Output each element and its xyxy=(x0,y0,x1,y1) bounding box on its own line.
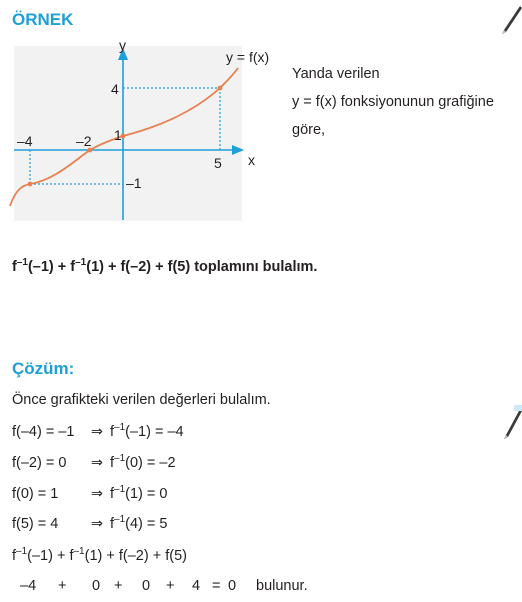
tick-label-xneg4: –4 xyxy=(17,133,33,149)
row-right: (–1) = –4 xyxy=(125,424,184,440)
row-right: (1) = 0 xyxy=(125,486,168,502)
question-part: (–1) + f xyxy=(27,259,76,275)
sum-expression xyxy=(12,548,187,564)
question-sup: –1 xyxy=(16,257,28,268)
tick-label-y4: 4 xyxy=(111,81,119,97)
final-operator: + xyxy=(114,578,123,594)
point-5 xyxy=(218,86,223,91)
pencil-icon xyxy=(498,6,522,36)
description-line-3: göre, xyxy=(292,122,326,138)
tick-label-x5: 5 xyxy=(214,155,222,171)
final-result-line xyxy=(20,578,308,594)
y-axis-label: y xyxy=(119,37,126,53)
solution-intro: Önce grafikteki verilen değerleri bulalım. xyxy=(12,392,271,408)
final-value: 0 xyxy=(92,578,101,594)
sum-part: (1) + f(–2) + f(5) xyxy=(84,548,187,564)
question-part: (1) + f(–2) + f(5) toplamını bulalım. xyxy=(86,259,318,275)
row-fn: f xyxy=(110,455,115,471)
final-value: 0 xyxy=(142,578,151,594)
sum-sup: –1 xyxy=(73,546,85,557)
question-part: f xyxy=(12,259,17,275)
solution-row xyxy=(12,455,176,471)
solution-title: Çözüm: xyxy=(12,359,75,378)
row-sup: –1 xyxy=(114,453,126,464)
pencil-icon xyxy=(500,405,522,441)
row-left: f(–4) = –1 xyxy=(12,424,75,440)
final-value: –4 xyxy=(20,578,37,594)
row-sup: –1 xyxy=(114,484,126,495)
description-line-2: y = f(x) fonksiyonunun grafiğine xyxy=(292,94,494,110)
final-operator: + xyxy=(58,578,67,594)
solution-row xyxy=(12,516,167,532)
function-graph xyxy=(0,36,290,226)
solution-row xyxy=(12,424,184,440)
row-left: f(–2) = 0 xyxy=(12,455,67,471)
sum-sup: –1 xyxy=(16,546,28,557)
row-left: f(0) = 1 xyxy=(12,486,59,502)
row-left: f(5) = 4 xyxy=(12,516,59,532)
row-fn: f xyxy=(110,516,115,532)
final-operator: + xyxy=(166,578,175,594)
x-axis-label: x xyxy=(248,152,255,168)
tick-label-y1: 1 xyxy=(114,127,122,143)
solution-row xyxy=(12,486,167,502)
final-result: 0 xyxy=(228,578,237,594)
implies-icon: ⇒ xyxy=(90,516,104,532)
final-equals: = xyxy=(212,578,221,594)
tick-label-xneg2: –2 xyxy=(76,133,92,149)
final-word: bulunur. xyxy=(256,578,308,594)
final-value: 4 xyxy=(192,578,201,594)
row-fn: f xyxy=(110,424,115,440)
sum-part: (–1) + f xyxy=(27,548,74,564)
sum-part: f xyxy=(12,548,17,564)
row-fn: f xyxy=(110,486,115,502)
point-neg4 xyxy=(28,182,33,187)
curve-label: y = f(x) xyxy=(226,49,270,65)
row-right: (4) = 5 xyxy=(125,516,168,532)
row-right: (0) = –2 xyxy=(125,455,176,471)
description-line-1: Yanda verilen xyxy=(292,66,380,82)
example-title: ÖRNEK xyxy=(12,10,74,29)
question-text xyxy=(12,259,317,275)
implies-icon: ⇒ xyxy=(90,455,104,471)
graph-background xyxy=(14,46,242,221)
tick-label-yneg1: –1 xyxy=(126,175,142,191)
row-sup: –1 xyxy=(114,514,126,525)
row-sup: –1 xyxy=(114,422,126,433)
implies-icon: ⇒ xyxy=(90,424,104,440)
implies-icon: ⇒ xyxy=(90,486,104,502)
question-sup: –1 xyxy=(75,257,87,268)
